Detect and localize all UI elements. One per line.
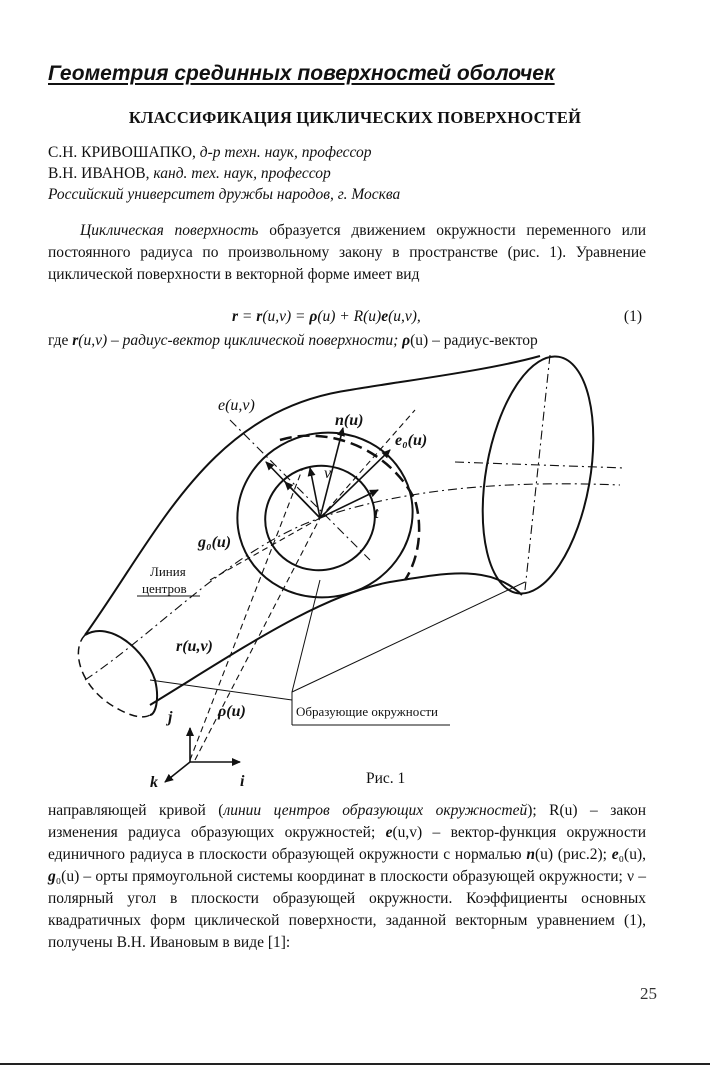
author-1-position: д-р техн. наук, профессор [199,144,372,161]
axis-right-vertical [525,355,550,590]
vector-r-uv [190,470,302,760]
end-circle-left-dashed [78,635,150,717]
label-i: i [240,773,245,790]
paragraph-1 [48,220,646,286]
label-line-centers-2: центров [142,581,187,596]
author-2 [48,163,400,184]
label-n-u: n(u) [335,412,364,429]
figure-caption: Рис. 1 [366,770,406,787]
article-title: КЛАССИФИКАЦИЯ ЦИКЛИЧЕСКИХ ПОВЕРХНОСТЕЙ [128,108,582,127]
page-number: 25 [640,984,657,1003]
vector-inner-n [310,468,320,518]
affiliation: Российский университет дружбы народов, г. Москва [48,186,401,203]
label-generating-circles: Образующие окружности [296,704,438,719]
label-r-uv: r(u,v) [176,638,213,655]
equation-expression: r = r(u,v) = ρ(u) + R(u)e(u,v), [232,308,421,325]
label-t: t [374,505,379,522]
end-circle-right [466,348,610,602]
axis-right-horizontal [455,462,625,468]
authors-block [48,142,400,205]
where-line: где r(u,v) – радиус-вектор циклической поверхности; ρ(u) – радиус-вектор [48,332,538,349]
label-e-uv: e(u,v) [218,397,255,414]
author-1-name: С.Н. КРИВОШАПКО, [48,144,196,161]
label-nu: ν [324,465,332,482]
paragraph-1-text: образуется движением окружности переменного или постоянного радиуса по произвольному закону в пространстве (рис. 1). Уравнение циклической поверхности в векторной форме имеет вид [48,222,646,283]
bottom-rule [0,1063,710,1065]
label-g0-u: g₀(u) [198,534,232,551]
author-2-position: канд. тех. наук, профессор [153,165,331,182]
leader-generating [150,680,292,700]
label-j: j [168,709,173,726]
axis-k [165,762,190,782]
vector-e-uv [285,482,320,518]
label-rho-u: ρ(u) [218,703,246,720]
author-1 [48,142,400,163]
equation-number: (1) [623,308,642,325]
term-cyclic-surface: Циклическая поверхность [80,222,259,239]
label-e0-u: e₀(u) [395,432,428,449]
vector-t [320,490,378,518]
label-k: k [150,774,158,791]
label-line-centers-1: Линия [150,564,186,579]
paragraph-2: направляющей кривой (линии центров образующих окружностей); R(u) – закон изменения радиуса образующих окружностей; e(u,v) – вектор-функция окружности единичного радиуса в плоскости образующей окружности с нормалью n(u) (рис.2); e₀(u), g₀(u) – орты прямоугольной системы координат в плоскости образующей окружности; ν – полярный угол в плоскости образующей окружности. Коэффициенты основных квадратичных форм циклической поверхности, заданной векторным уравнением (1), получены В.Н. Ивановым в виде [1]: [48,802,646,951]
running-header: Геометрия срединных поверхностей оболочек [48,62,555,85]
author-2-name: В.Н. ИВАНОВ, [48,165,150,182]
end-circle-left-solid [85,631,157,715]
